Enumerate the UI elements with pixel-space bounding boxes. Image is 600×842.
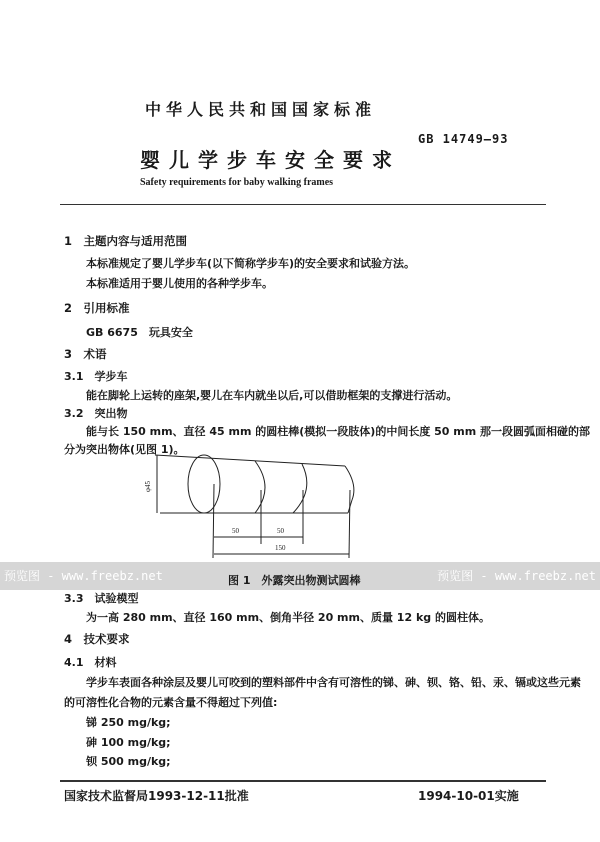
watermark-text: 预览图 - www.freebz.net	[437, 569, 596, 583]
standard-type: 中华人民共和国国家标准	[145, 100, 377, 119]
dimension-label: 50	[277, 527, 284, 535]
paragraph: 分为突出物体(见图 1)。	[64, 443, 185, 456]
section-3-heading: 3 术语	[64, 347, 107, 361]
document-subtitle: Safety requirements for baby walking frames	[140, 177, 334, 188]
section-4-heading: 4 技术要求	[64, 632, 130, 646]
limit-item: 锑 250 mg/kg;	[86, 716, 171, 729]
paragraph: 能在脚轮上运转的座架,婴儿在车内就坐以后,可以借助框架的支撑进行活动。	[86, 389, 458, 402]
watermark-text: 预览图 - www.freebz.net	[4, 569, 163, 583]
section-3-3-heading: 3.3 试验模型	[64, 592, 139, 605]
paragraph: 的可溶性化合物的元素含量不得超过下列值:	[64, 696, 278, 709]
header-divider	[60, 204, 546, 205]
paragraph: 本标准规定了婴儿学步车(以下简称学步车)的安全要求和试验方法。	[86, 257, 416, 270]
figure-caption: 图 1 外露突出物测试圆棒	[228, 574, 361, 587]
reference: GB 6675 玩具安全	[86, 326, 193, 339]
section-3-1-heading: 3.1 学步车	[64, 370, 128, 383]
section-1-heading: 1 主题内容与适用范围	[64, 234, 188, 248]
figure-1-cylinder-diagram	[0, 440, 600, 560]
section-2-heading: 2 引用标准	[64, 301, 130, 315]
limit-item: 钡 500 mg/kg;	[86, 755, 171, 768]
diameter-label: φ45	[144, 480, 152, 492]
effective-date: 1994-10-01实施	[418, 789, 519, 803]
section-4-1-heading: 4.1 材料	[64, 656, 117, 669]
approval-date: 国家技术监督局1993-12-11批准	[64, 789, 249, 803]
paragraph: 为一高 280 mm、直径 160 mm、倒角半径 20 mm、质量 12 kg 的圆柱体。	[86, 611, 490, 624]
standard-code: GB 14749—93	[418, 132, 509, 146]
section-3-2-heading: 3.2 突出物	[64, 407, 128, 420]
footer-divider	[60, 780, 546, 782]
dimension-label: 50	[232, 527, 239, 535]
limit-item: 砷 100 mg/kg;	[86, 736, 171, 749]
paragraph: 本标准适用于婴儿使用的各种学步车。	[86, 277, 273, 290]
paragraph: 学步车表面各种涂层及婴儿可咬到的塑料部件中含有可溶性的锑、砷、钡、铬、铅、汞、镉或这些元素	[86, 676, 581, 689]
paragraph: 能与长 150 mm、直径 45 mm 的圆柱棒(模拟一段肢体)的中间长度 50 mm 那一段圆弧面相碰的部	[86, 425, 591, 438]
document-title: 婴儿学步车安全要求	[140, 148, 401, 172]
dimension-label: 150	[275, 544, 286, 552]
